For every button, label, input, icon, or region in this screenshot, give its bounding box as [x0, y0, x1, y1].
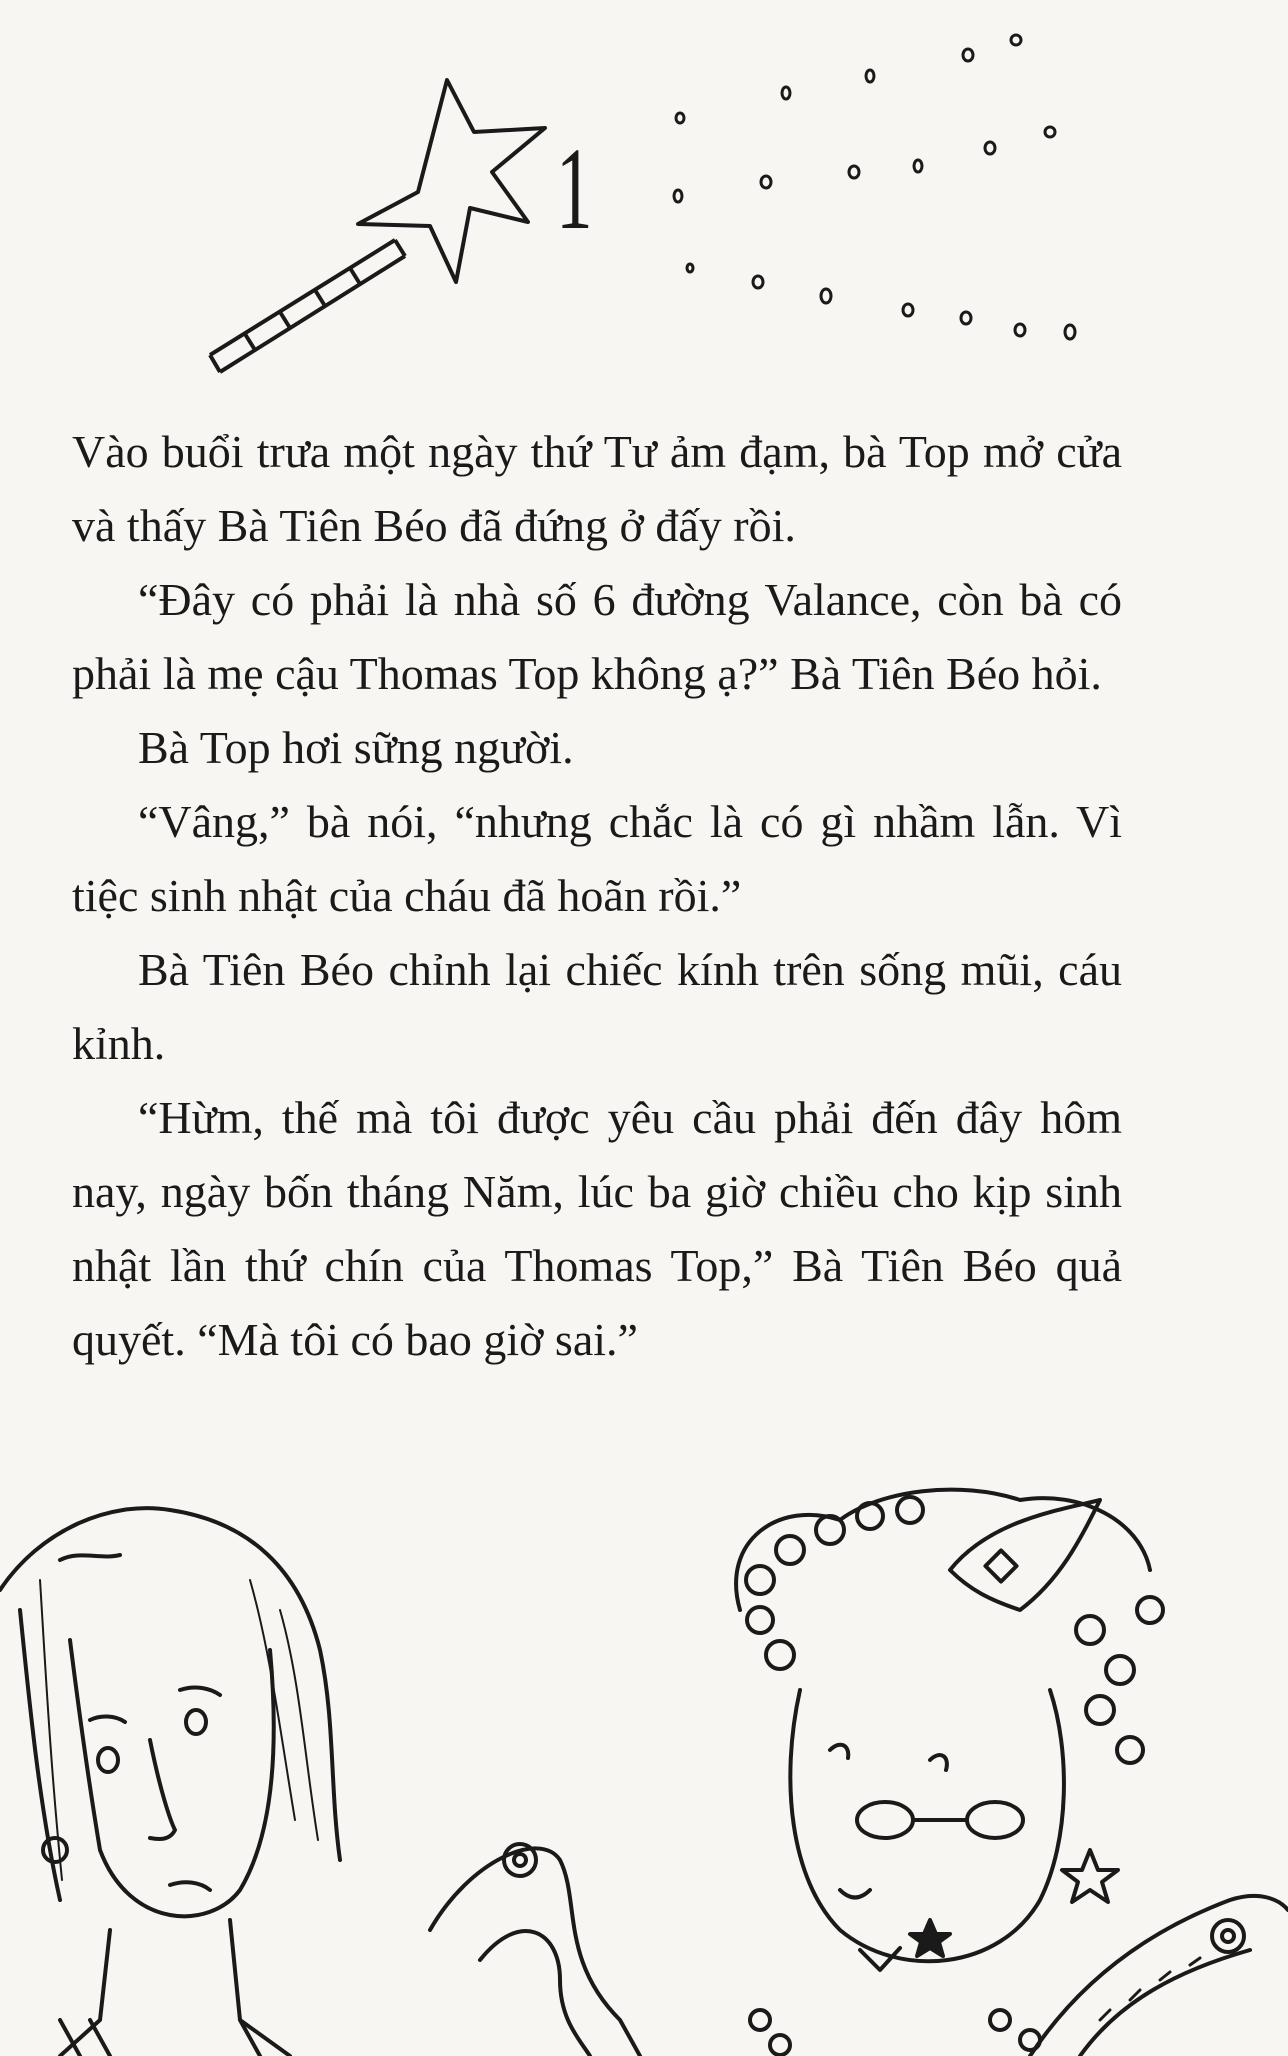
- woman-figure: [0, 1508, 340, 2056]
- paragraph: Bà Top hơi sững người.: [138, 722, 574, 773]
- paragraph: Bà Tiên Béo chỉnh lại chiếc kính trên sống mũi, cáu kỉnh.: [72, 944, 1122, 1069]
- magic-wand-icon: [210, 80, 545, 372]
- illustration: [0, 1460, 1288, 2056]
- chapter-header-art: [0, 0, 1288, 390]
- chapter-number: 1: [556, 123, 593, 254]
- paragraph: Vào buổi trưa một ngày thứ Tư ảm đạm, bà Top mở cửa và thấy Bà Tiên Béo đã đứng ở đấy rồi.: [72, 426, 1122, 551]
- fairy-figure: [430, 1490, 1288, 2056]
- sparkle-dots: [674, 35, 1075, 339]
- paragraph: “Vâng,” bà nói, “nhưng chắc là có gì nhầm lẫn. Vì tiệc sinh nhật của cháu đã hoãn rồi.”: [72, 796, 1122, 921]
- story-text: [72, 415, 1122, 1377]
- paragraph: “Hừm, thế mà tôi được yêu cầu phải đến đây hôm nay, ngày bốn tháng Năm, lúc ba giờ chiều cho kịp sinh nhật lần thứ chín của Thomas Top,” Bà Tiên Béo quả quyết. “Mà tôi có bao giờ sai.”: [72, 1092, 1122, 1365]
- paragraph: “Đây có phải là nhà số 6 đường Valance, còn bà có phải là mẹ cậu Thomas Top không ạ?” Bà Tiên Béo hỏi.: [72, 574, 1122, 699]
